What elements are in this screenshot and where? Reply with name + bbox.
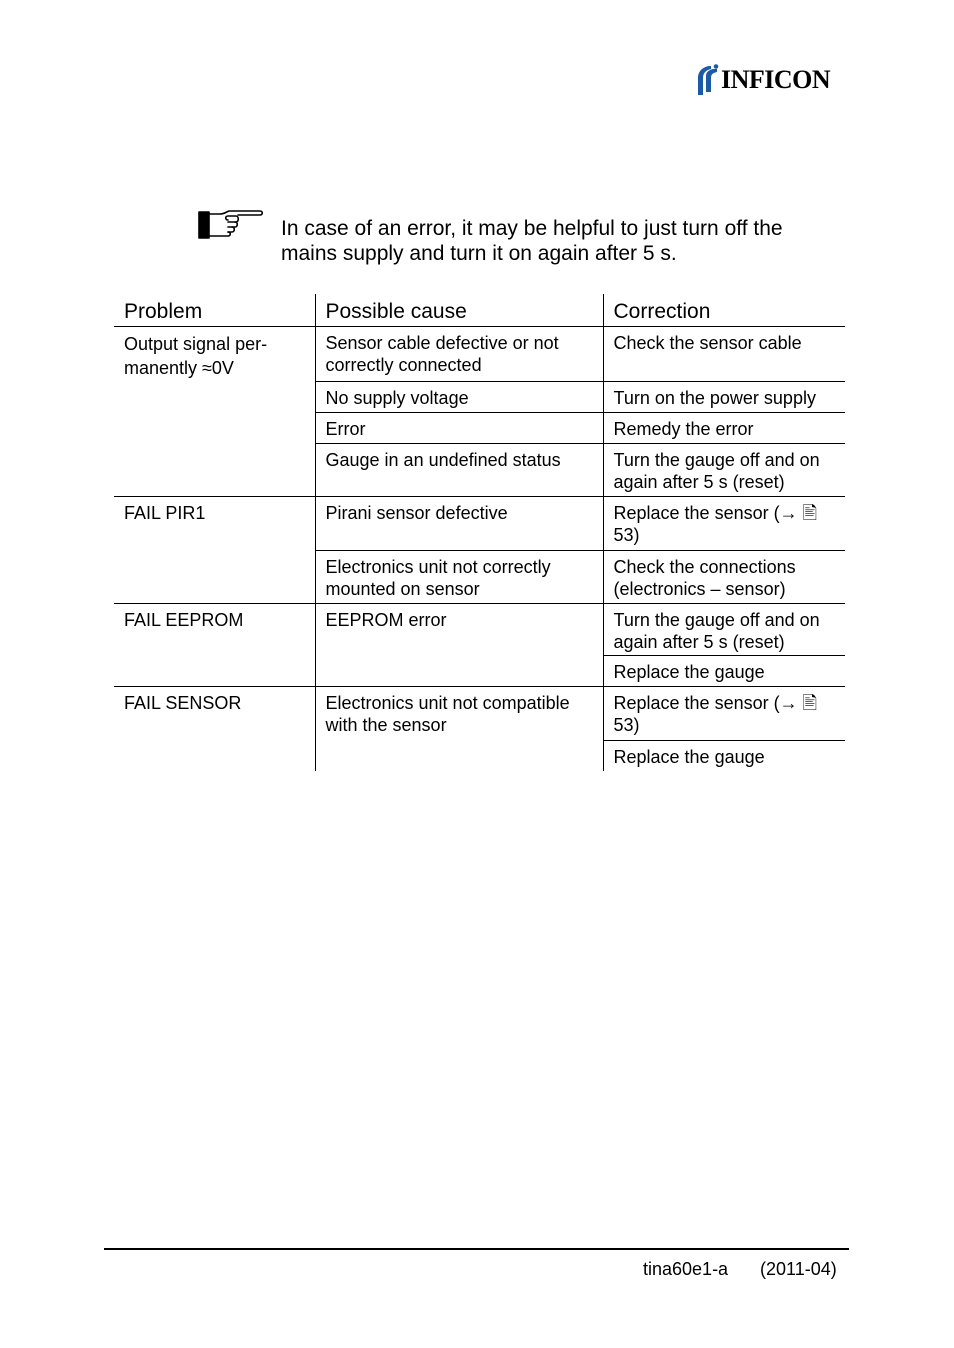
footer-date: (2011-04) (760, 1259, 837, 1279)
correction-cell: Replace the gauge (603, 741, 845, 772)
footer-doc-id: tina60e1-a (643, 1259, 729, 1279)
problem-cell: FAIL EEPROM (114, 604, 315, 687)
cause-cell: Sensor cable defective or not correctly connected (315, 327, 603, 382)
correction-cell: Check the connections (electronics – sensor) (603, 551, 845, 604)
correction-cell: Turn on the power supply (603, 382, 845, 413)
problem-cell (114, 327, 315, 497)
inficon-logo (694, 63, 830, 97)
footer-rule (104, 1248, 849, 1250)
cause-cell: Gauge in an undefined status (315, 444, 603, 497)
problem-cell: FAIL SENSOR (124, 693, 242, 713)
cause-cell: Electronics unit not compatible with the sensor (315, 687, 603, 772)
inficon-logo-mark-icon (694, 64, 720, 96)
hint-text: In case of an error, it may be helpful to just turn off the mains supply and turn it on again after 5 s. (281, 217, 783, 265)
correction-cell: Check the sensor cable (603, 327, 845, 382)
problem-cell: FAIL PIR1 (114, 497, 315, 604)
correction-cell: Turn the gauge off and on again after 5 s (reset) (603, 444, 845, 497)
header-problem: Problem (114, 294, 315, 327)
header-possible-cause: Possible cause (315, 294, 603, 327)
cause-cell: Pirani sensor defective (315, 497, 603, 551)
table-header-row (114, 294, 845, 327)
cause-cell: Electronics unit not correctly mounted on sensor (315, 551, 603, 604)
correction-cell: Remedy the error (603, 413, 845, 444)
troubleshooting-table (114, 294, 845, 771)
cause-cell: EEPROM error (315, 604, 603, 687)
cause-cell: Error (315, 413, 603, 444)
table-row (114, 497, 845, 551)
table-row (114, 687, 845, 741)
header-correction: Correction (603, 294, 845, 327)
correction-cell: Replace the gauge (603, 656, 845, 687)
pointing-hand-icon (198, 208, 264, 240)
cause-cell: No supply voltage (315, 382, 603, 413)
table-row (114, 604, 845, 656)
logo-wordmark: INFICON (721, 65, 831, 94)
correction-cell: Replace the sensor (→ 🖹 53) (603, 497, 845, 551)
table-row (114, 327, 845, 382)
problem-line: Output signal per- (124, 334, 268, 354)
correction-cell: Turn the gauge off and on again after 5 s (reset) (603, 604, 845, 656)
problem-line: manently ≈0V (124, 358, 234, 378)
correction-cell: Replace the sensor (→ 🖹 53) (603, 687, 845, 741)
